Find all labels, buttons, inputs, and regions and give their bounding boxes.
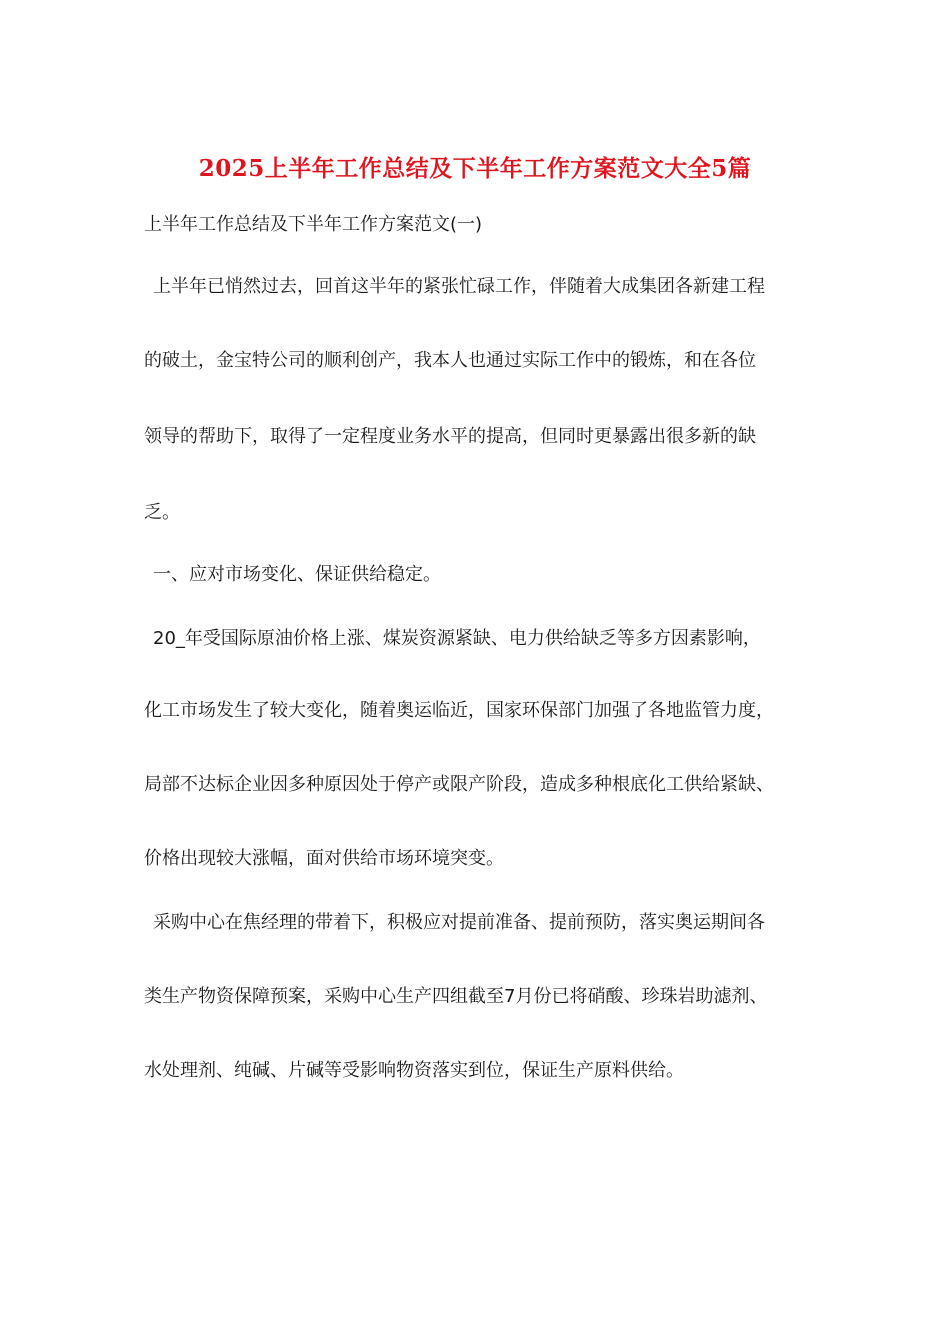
document-title: 2025上半年工作总结及下半年工作方案范文大全5篇 (198, 155, 752, 182)
paragraph-line: 水处理剂、纯碱、片碱等受影响物资落实到位，保证生产原料供给。 (144, 1060, 684, 1081)
paragraph-line: 类生产物资保障预案，采购中心生产四组截至7月份已将硝酸、珍珠岩助滤剂、 (144, 986, 768, 1007)
paragraph-line: 乏。 (144, 502, 180, 523)
section-heading: 一、应对市场变化、保证供给稳定。 (153, 564, 441, 585)
paragraph-line: 化工市场发生了较大变化，随着奥运临近，国家环保部门加强了各地监管力度， (144, 700, 774, 721)
paragraph-line: 20_年受国际原油价格上涨、煤炭资源紧缺、电力供给缺乏等多方因素影响， (153, 628, 761, 649)
paragraph-line: 的破土，金宝特公司的顺利创产，我本人也通过实际工作中的锻炼，和在各位 (144, 350, 756, 371)
paragraph-line: 局部不达标企业因多种原因处于停产或限产阶段，造成多种根底化工供给紧缺、 (144, 774, 774, 795)
paragraph-line: 上半年已悄然过去，回首这半年的紧张忙碌工作，伴随着大成集团各新建工程 (153, 276, 765, 297)
document-subtitle: 上半年工作总结及下半年工作方案范文(一) (144, 214, 483, 235)
paragraph-line: 采购中心在焦经理的带着下，积极应对提前准备、提前预防，落实奥运期间各 (153, 912, 765, 933)
paragraph-line: 价格出现较大涨幅，面对供给市场环境突变。 (144, 848, 504, 869)
paragraph-line: 领导的帮助下，取得了一定程度业务水平的提高，但同时更暴露出很多新的缺 (144, 426, 756, 447)
